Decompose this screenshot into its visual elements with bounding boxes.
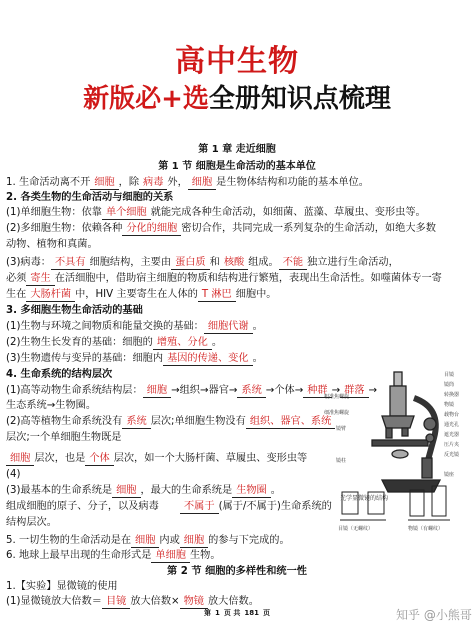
line-19: (4): [6, 469, 21, 480]
text: →组织→器官→: [171, 385, 238, 396]
footer-text: 页 共: [223, 609, 241, 617]
line-11: [6, 336, 222, 350]
answer-blank: 细胞: [180, 535, 208, 548]
label: 镜筒: [444, 382, 455, 388]
text: 层次;单细胞生物没有: [150, 416, 246, 427]
answer-blank: 不属于: [180, 501, 219, 514]
line-12: [6, 352, 263, 366]
text: 生物。: [189, 550, 221, 561]
answer-blank: 单个细胞: [102, 207, 151, 220]
answer-blank: 目镜: [102, 596, 130, 609]
answer-blank: 细胞: [188, 177, 216, 190]
answer-blank: 种群: [303, 385, 331, 398]
line-3: [6, 206, 426, 220]
label: 压片夹: [444, 442, 460, 448]
text: 的参与下完成的。: [208, 535, 290, 546]
line-26: 1.【实验】显微镜的使用: [6, 581, 118, 592]
line-23: 结构层次。: [6, 517, 57, 528]
label: 转换器: [444, 392, 460, 398]
answer-blank: 细胞: [90, 177, 118, 190]
line-7: [6, 272, 442, 286]
answer-blank: 寄生: [26, 273, 54, 286]
page-number: 1: [215, 609, 220, 617]
text: 放大倍数。: [207, 596, 259, 607]
text: (3)最基本的生命系统是: [6, 485, 113, 496]
text: (1)显微镜放大倍数＝: [6, 596, 102, 607]
label: 目镜: [444, 372, 455, 378]
answer-blank: 系统: [122, 416, 150, 429]
line-4: [6, 222, 436, 236]
text: →: [368, 385, 378, 396]
text: 。: [211, 337, 222, 348]
label: 物镜: [444, 402, 455, 408]
microscope-icon: [372, 372, 440, 492]
text: 在活细胞中，借助宿主细胞的物质和结构进行繁殖，表现出生命活性。如噬菌体专一寄: [54, 273, 442, 284]
label: 镜座: [444, 472, 455, 478]
text: 组成。: [248, 257, 279, 268]
answer-blank: 单细胞: [151, 550, 190, 563]
chapter-heading: 第 1 章 走近细胞: [198, 144, 276, 155]
label: 载物台: [444, 412, 460, 418]
answer-blank: 不具有: [51, 257, 90, 270]
text: 外，: [167, 177, 188, 188]
line-9: 3. 多细胞生物生命活动的基础: [6, 305, 143, 316]
line-15: 生态系统→生物圈。: [6, 400, 97, 411]
line-16: [6, 415, 335, 429]
microscope-diagram: [322, 368, 472, 558]
sub-title-red: 新版必+选: [83, 84, 209, 114]
section-heading-2: 第 2 节 细胞的多样性和统一性: [167, 566, 307, 577]
figure-caption: 光学显微镜的结构: [340, 495, 389, 502]
line-5: 动物、植物和真菌。: [6, 239, 98, 250]
text: 密切合作，共同完成一系列复杂的生命活动，如绝大多数: [181, 223, 436, 234]
text: (3)病毒：: [6, 257, 51, 268]
label: 粗准焦螺旋: [324, 394, 350, 400]
text: 必须: [6, 273, 27, 284]
text: 。: [252, 321, 263, 332]
eyepiece-caption: 目镜（无螺纹）: [338, 526, 374, 532]
line-17: 层次;一个单细胞生物既是: [6, 432, 122, 443]
line-8: [6, 288, 276, 302]
answer-blank: 大肠杆菌: [26, 289, 75, 302]
text: 6. 地球上最早出现的生命形式是: [6, 550, 152, 561]
text: 和: [209, 257, 220, 268]
answer-blank: 蛋白质: [171, 257, 210, 270]
line-25: [6, 549, 221, 563]
figure-labels-right: [444, 371, 459, 478]
text: 层次，也是: [34, 453, 86, 464]
figure-labels-left: [324, 393, 349, 464]
line-13: 4. 生命系统的结构层次: [6, 369, 113, 380]
answer-blank: 细胞: [112, 485, 140, 498]
label: 通光孔: [444, 422, 460, 428]
text: 中，HIV 主要寄生在人体的: [75, 289, 198, 300]
line-1: [6, 176, 369, 190]
main-title: 高中生物: [175, 44, 299, 79]
text: 层次，如一个大肠杆菌、草履虫、变形虫等: [113, 453, 308, 464]
text: 。: [270, 485, 281, 496]
line-21: 组成细胞的原子、分子，以及病毒: [6, 501, 159, 512]
label: 细准焦螺旋: [324, 410, 350, 416]
text: 细胞结构，主要由: [89, 257, 172, 268]
answer-blank: 病毒: [139, 177, 167, 190]
line-2: 2. 各类生物的生命活动与细胞的关系: [6, 192, 174, 203]
answer-blank: 细胞: [131, 535, 159, 548]
line-10: [6, 320, 263, 334]
answer-blank: 细胞: [6, 453, 34, 466]
answer-blank: 不能: [279, 257, 307, 270]
line-6: [6, 256, 399, 270]
text: (3)生物遗传与变异的基础：细胞内: [6, 353, 164, 364]
sub-title: [0, 78, 474, 115]
text: 就能完成各种生命活动，如细菌、蓝藻、草履虫、变形虫等。: [150, 207, 426, 218]
text: (1)生物与环境之间物质和能量交换的基础：: [6, 321, 204, 332]
text: ，除: [118, 177, 140, 188]
text: (2)多细胞生物：依赖各种: [6, 223, 123, 234]
text: (1)单细胞生物：依靠: [6, 207, 102, 218]
answer-blank: 细胞: [143, 385, 171, 398]
text: 。: [252, 353, 263, 364]
objective-caption: 物镜（有螺纹）: [408, 526, 444, 532]
footer-text: 第: [204, 609, 212, 617]
line-24: [6, 534, 290, 548]
answer-blank: 系统: [237, 385, 265, 398]
answer-blank: 生物圈: [232, 485, 271, 498]
label: 镜柱: [336, 458, 347, 464]
label: 镜臂: [336, 426, 347, 432]
line-27: [6, 595, 259, 609]
text: 1. 生命活动离不开: [6, 177, 91, 188]
answer-blank: 基因的传递、变化: [163, 353, 253, 366]
line-18: [6, 452, 307, 466]
text: 独立进行生命活动，: [307, 257, 399, 268]
answer-blank: 分化的细胞: [122, 223, 181, 236]
watermark: 知乎 @小熊哥: [396, 608, 472, 622]
text: 细胞中。: [235, 289, 277, 300]
text: 5. 一切生物的生命活动是在: [6, 535, 132, 546]
sub-title-black: 全册知识点梳理: [208, 84, 391, 114]
text: 内或: [159, 535, 180, 546]
answer-blank: T 淋巴: [198, 289, 236, 302]
label: 反光镜: [444, 452, 460, 458]
text: →: [331, 385, 341, 396]
text: ，最大的生命系统是: [140, 485, 233, 496]
answer-blank: 组织、器官、系统: [246, 416, 336, 429]
text: (2)高等植物生命系统没有: [6, 416, 123, 427]
label: 遮光器: [444, 432, 460, 438]
answer-blank: 个体: [85, 453, 113, 466]
footer-text: 页: [262, 609, 270, 617]
answer-blank: 细胞代谢: [204, 321, 253, 334]
text: 放大倍数×: [130, 596, 180, 607]
text: (属于/不属于)生命系统的: [218, 501, 332, 512]
section-heading-1: 第 1 节 细胞是生命活动的基本单位: [158, 161, 316, 172]
text: (1)高等动物生命系统结构层：: [6, 385, 143, 396]
answer-blank: 群落: [340, 385, 368, 398]
answer-blank: 物镜: [180, 596, 208, 609]
text: →个体→: [265, 385, 304, 396]
line-20: [6, 484, 281, 498]
text: 是生物体结构和功能的基本单位。: [216, 177, 369, 188]
line-22: [180, 500, 332, 514]
text: (2)生物生长发育的基础：细胞的: [6, 337, 153, 348]
total-pages: 181: [244, 609, 259, 617]
text: 生在: [6, 289, 27, 300]
answer-blank: 核酸: [220, 257, 248, 270]
answer-blank: 增殖、分化: [153, 337, 212, 350]
